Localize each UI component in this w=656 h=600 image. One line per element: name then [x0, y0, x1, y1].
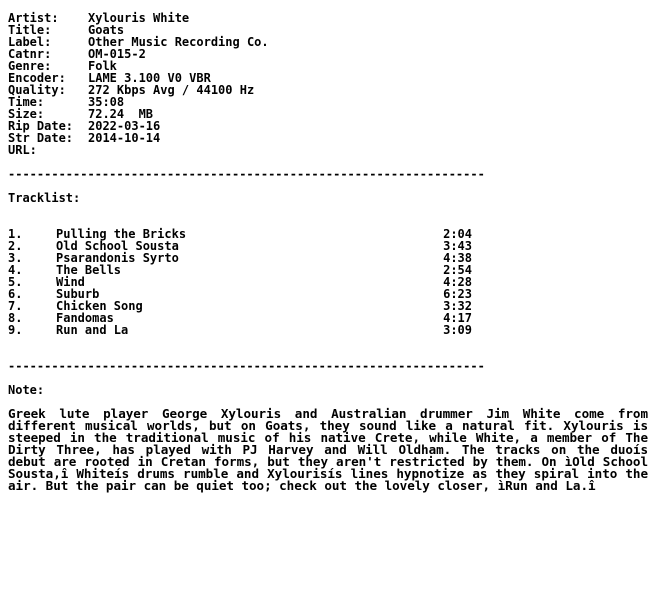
track-number: 4.	[8, 263, 23, 277]
metadata-label: Catnr:	[8, 47, 52, 61]
track-title: Run and La	[56, 323, 129, 337]
metadata-row-str-date	[8, 132, 652, 144]
metadata-label: Str Date:	[8, 131, 74, 145]
track-title: Suburb	[56, 287, 100, 301]
track-row	[8, 264, 652, 276]
metadata-value: 72.24 MB	[88, 107, 154, 121]
track-row	[8, 276, 652, 288]
metadata-row-url	[8, 144, 652, 156]
metadata-block	[8, 12, 652, 156]
track-time: 4:17	[443, 311, 472, 325]
tracklist-heading: Tracklist:	[8, 191, 81, 205]
metadata-label: Label:	[8, 35, 52, 49]
metadata-label: Size:	[8, 107, 45, 121]
metadata-value: OM-015-2	[88, 47, 146, 61]
metadata-value: Folk	[88, 59, 117, 73]
track-number: 2.	[8, 239, 23, 253]
separator-line: ------------------------------------------------------------------	[8, 168, 485, 180]
track-title: Wind	[56, 275, 85, 289]
track-number: 7.	[8, 299, 23, 313]
track-title: The Bells	[56, 263, 122, 277]
metadata-label: Artist:	[8, 11, 59, 25]
note-paragraph: Greek lute player George Xylouris and Australian drummer Jim White come from different musical worlds, but on Goats, they sound like a natural fit. Xylouris is steeped in the traditional music of his native Crete, while White, a member of The Dirty Three, has played with PJ Harvey and Will Oldham. The tracks on the duoís debut are rooted in Cretan forms, but they aren't restricted by them. On ìOld School Sousta,î Whiteís drums rumble and Xylourisís lines hypnotize as they spiral into the air. But the pair can be quiet too; check out the lovely closer, ìRun and La.î	[8, 406, 648, 493]
metadata-label: Rip Date:	[8, 119, 74, 133]
metadata-label: Encoder:	[8, 71, 66, 85]
track-title: Pulling the Bricks	[56, 227, 187, 241]
track-time: 3:32	[443, 299, 472, 313]
nfo-document	[8, 12, 652, 492]
separator-line: ------------------------------------------------------------------	[8, 360, 485, 372]
note-heading: Note:	[8, 383, 45, 397]
track-title: Chicken Song	[56, 299, 143, 313]
metadata-value: 35:08	[88, 95, 125, 109]
track-row	[8, 324, 652, 336]
track-time: 3:09	[443, 323, 472, 337]
metadata-label: URL:	[8, 143, 37, 157]
metadata-value: Other Music Recording Co.	[88, 35, 269, 49]
metadata-value: Xylouris White	[88, 11, 190, 25]
track-time: 6:23	[443, 287, 472, 301]
track-time: 4:28	[443, 275, 472, 289]
metadata-value: Goats	[88, 23, 125, 37]
track-time: 4:38	[443, 251, 472, 265]
metadata-value: 272 Kbps Avg / 44100 Hz	[88, 83, 255, 97]
track-number: 9.	[8, 323, 23, 337]
track-number: 1.	[8, 227, 23, 241]
metadata-value: 2014-10-14	[88, 131, 161, 145]
tracklist	[8, 228, 652, 336]
metadata-label: Quality:	[8, 83, 66, 97]
track-number: 5.	[8, 275, 23, 289]
track-number: 3.	[8, 251, 23, 265]
track-time: 2:54	[443, 263, 472, 277]
track-number: 8.	[8, 311, 23, 325]
metadata-label: Time:	[8, 95, 45, 109]
track-title: Old School Sousta	[56, 239, 179, 253]
track-title: Fandomas	[56, 311, 114, 325]
metadata-value: LAME 3.100 V0 VBR	[88, 71, 211, 85]
metadata-value: 2022-03-16	[88, 119, 161, 133]
track-time: 3:43	[443, 239, 472, 253]
track-title: Psarandonis Syrto	[56, 251, 179, 265]
track-number: 6.	[8, 287, 23, 301]
track-time: 2:04	[443, 227, 472, 241]
metadata-label: Genre:	[8, 59, 52, 73]
metadata-label: Title:	[8, 23, 52, 37]
